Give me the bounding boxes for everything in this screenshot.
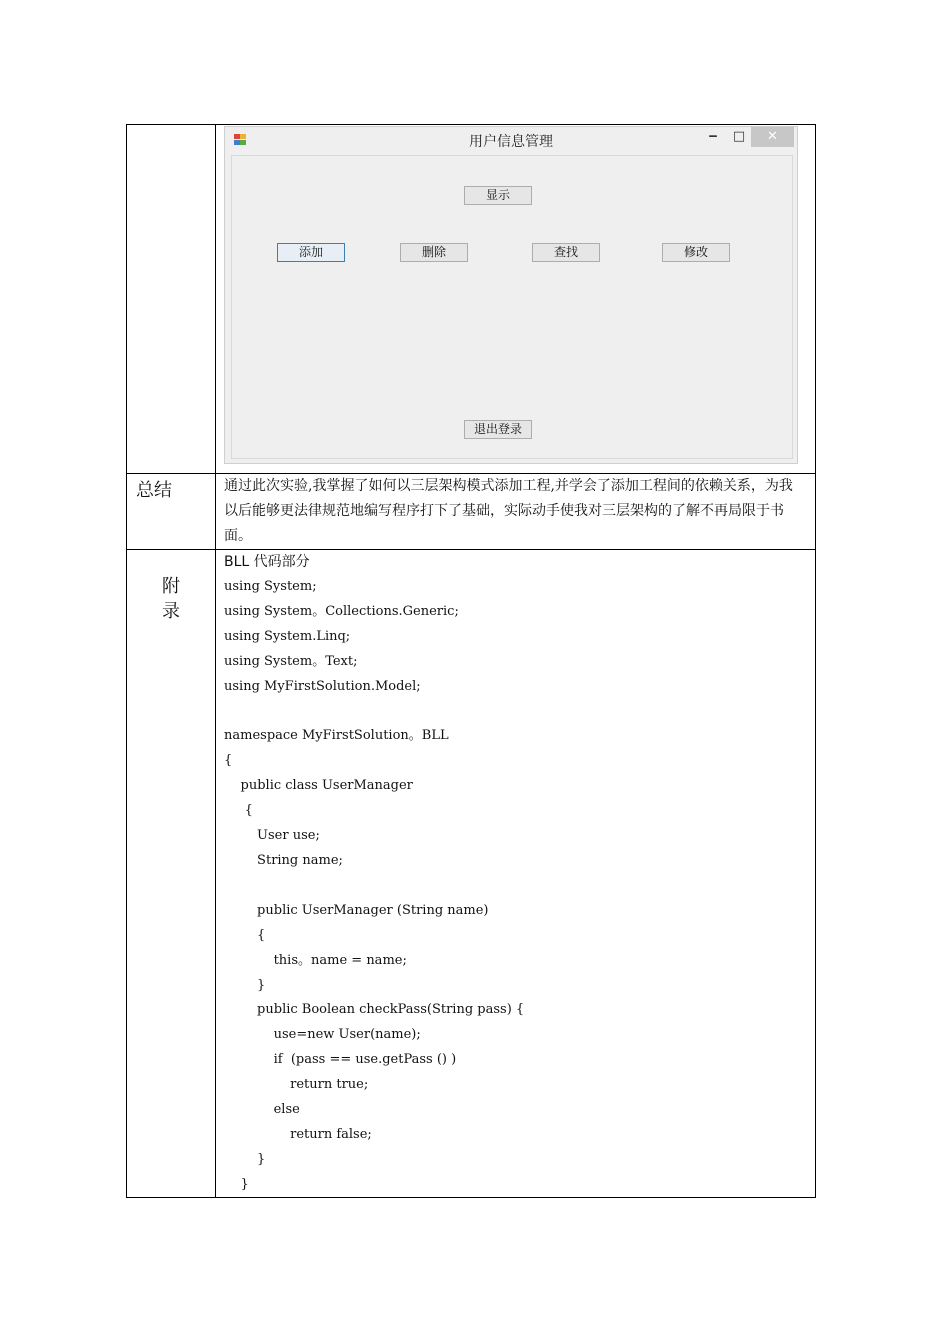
summary-line: 以后能够更法律规范地编写程序打下了基础，实际动手使我对三层架构的了解不再局限于书	[224, 503, 784, 519]
add-button[interactable]: 添加	[277, 243, 345, 262]
modify-button[interactable]: 修改	[662, 243, 730, 262]
table-border-top	[126, 124, 816, 125]
code-line: if (pass == use.getPass () )	[224, 1052, 457, 1068]
table-border-right	[815, 124, 816, 1198]
code-line: using System.Linq;	[224, 628, 351, 644]
code-line: public Boolean checkPass(String pass) {	[224, 1002, 525, 1018]
code-line	[224, 700, 524, 725]
maximize-icon[interactable]: □	[732, 129, 746, 144]
code-line: use=new User(name);	[224, 1027, 421, 1043]
window-title: 用户信息管理	[469, 134, 553, 150]
code-line: }	[224, 1176, 249, 1192]
code-line: {	[224, 803, 253, 819]
code-line: namespace MyFirstSolution。BLL	[224, 728, 449, 744]
appendix-label-1: 附	[162, 576, 180, 597]
code-line: }	[224, 977, 266, 993]
code-line: {	[224, 927, 266, 943]
form-screenshot	[224, 126, 798, 464]
code-block	[224, 575, 524, 1198]
code-line: else	[224, 1102, 300, 1118]
show-button[interactable]: 显示	[464, 186, 532, 205]
code-line: public class UserManager	[224, 778, 413, 794]
code-line: }	[224, 1151, 266, 1167]
code-line: {	[224, 753, 233, 769]
code-line: using System;	[224, 579, 317, 594]
code-line: public UserManager (String name)	[224, 902, 489, 918]
summary-line: 面。	[224, 528, 252, 544]
code-line: using MyFirstSolution.Model;	[224, 678, 421, 694]
logout-button[interactable]: 退出登录	[464, 420, 532, 439]
code-line: User use;	[224, 828, 320, 844]
code-line: this。name = name;	[224, 952, 407, 968]
code-line: using System。Text;	[224, 653, 358, 669]
close-icon[interactable]: ✕	[751, 127, 794, 147]
minimize-icon[interactable]: ‒	[708, 129, 718, 144]
appendix-heading: BLL 代码部分	[224, 554, 310, 570]
summary-line: 通过此次实验,我掌握了如何以三层架构模式添加工程,并学会了添加工程间的依赖关系，为我	[224, 478, 793, 494]
summary-label: 总结	[136, 480, 172, 501]
window-titlebar	[225, 127, 797, 153]
code-line: using System。Collections.Generic;	[224, 603, 459, 619]
find-button[interactable]: 查找	[532, 243, 600, 262]
code-line: String name;	[224, 852, 343, 868]
delete-button[interactable]: 删除	[400, 243, 468, 262]
table-column-divider	[215, 124, 216, 1198]
appendix-label-2: 录	[162, 601, 180, 622]
code-line	[224, 874, 524, 899]
code-line: return true;	[224, 1077, 369, 1093]
table-border-left	[126, 124, 127, 1198]
code-line: return false;	[224, 1126, 372, 1142]
